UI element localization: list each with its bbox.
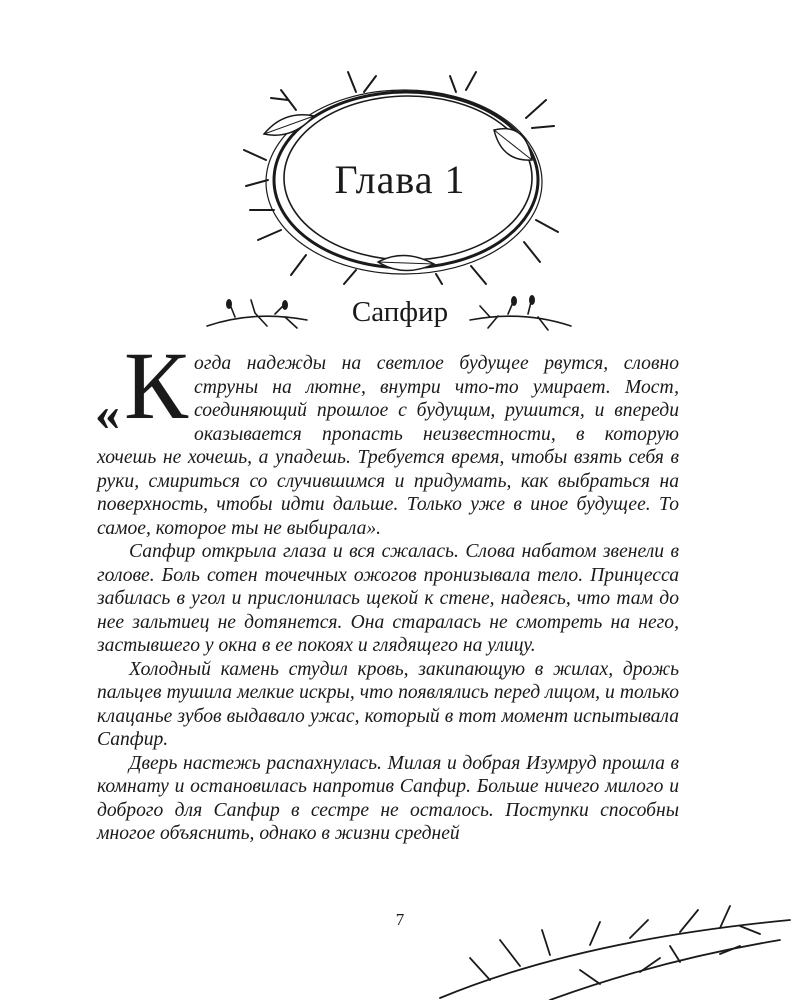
drop-cap-letter: К [124,332,189,439]
section-heading [0,288,800,338]
chapter-body [95,332,679,846]
drop-cap [95,332,189,441]
corner-branch-icon [430,900,800,1000]
paragraph-4: Дверь настежь распахнулась. Милая и добрая Изумруд прошла в комнату и остановилась напротив Сапфир. Больше ничего милого и доброго для Сапфир в сестре не осталось. Поступки способны многое объяснить, однако в жизни средней [97,752,679,844]
drop-cap-quote: « [95,385,120,441]
page-number: 7 [395,910,405,929]
paragraph-1 [95,332,679,540]
paragraph-3: Холодный камень студил кровь, закипающую в жилах, дрожь пальцев тушила мелкие искры, что появлялись перед лицом, и только клацанье зубов выдавало ужас, который в тот момент испытывала Сапфир. [97,658,679,750]
section-title: Сапфир [351,296,449,328]
branch-right-icon [468,292,573,332]
chapter-title: Глава 1 [334,157,466,202]
paragraph-1-text: огда надежды на светлое будущее рвутся, словно струны на лютне, внутри что-то умирает. Мост, соединяющий прошлое с будущим, рушится, и впереди оказывается пропасть неизвестности, в которую хочешь не хочешь, а упадешь. Требуется время, чтобы взять себя в руки, смириться со случившимся и придумать, как выбраться на поверхность, чтобы идти дальше. Только уже в иное будущее. То самое, которое ты не выбирала». [97,353,679,539]
paragraph-2: Сапфир открыла глаза и вся сжалась. Слова набатом звенели в голове. Боль сотен точечных ожогов пронизывала тело. Принцесса забилась в угол и прислонилась щекой к стене, надеясь, что там до нее зальтиец не дотянется. Она старалась не смотреть на него, застывшего у окна в ее покоях и глядящего на улицу. [97,541,679,656]
